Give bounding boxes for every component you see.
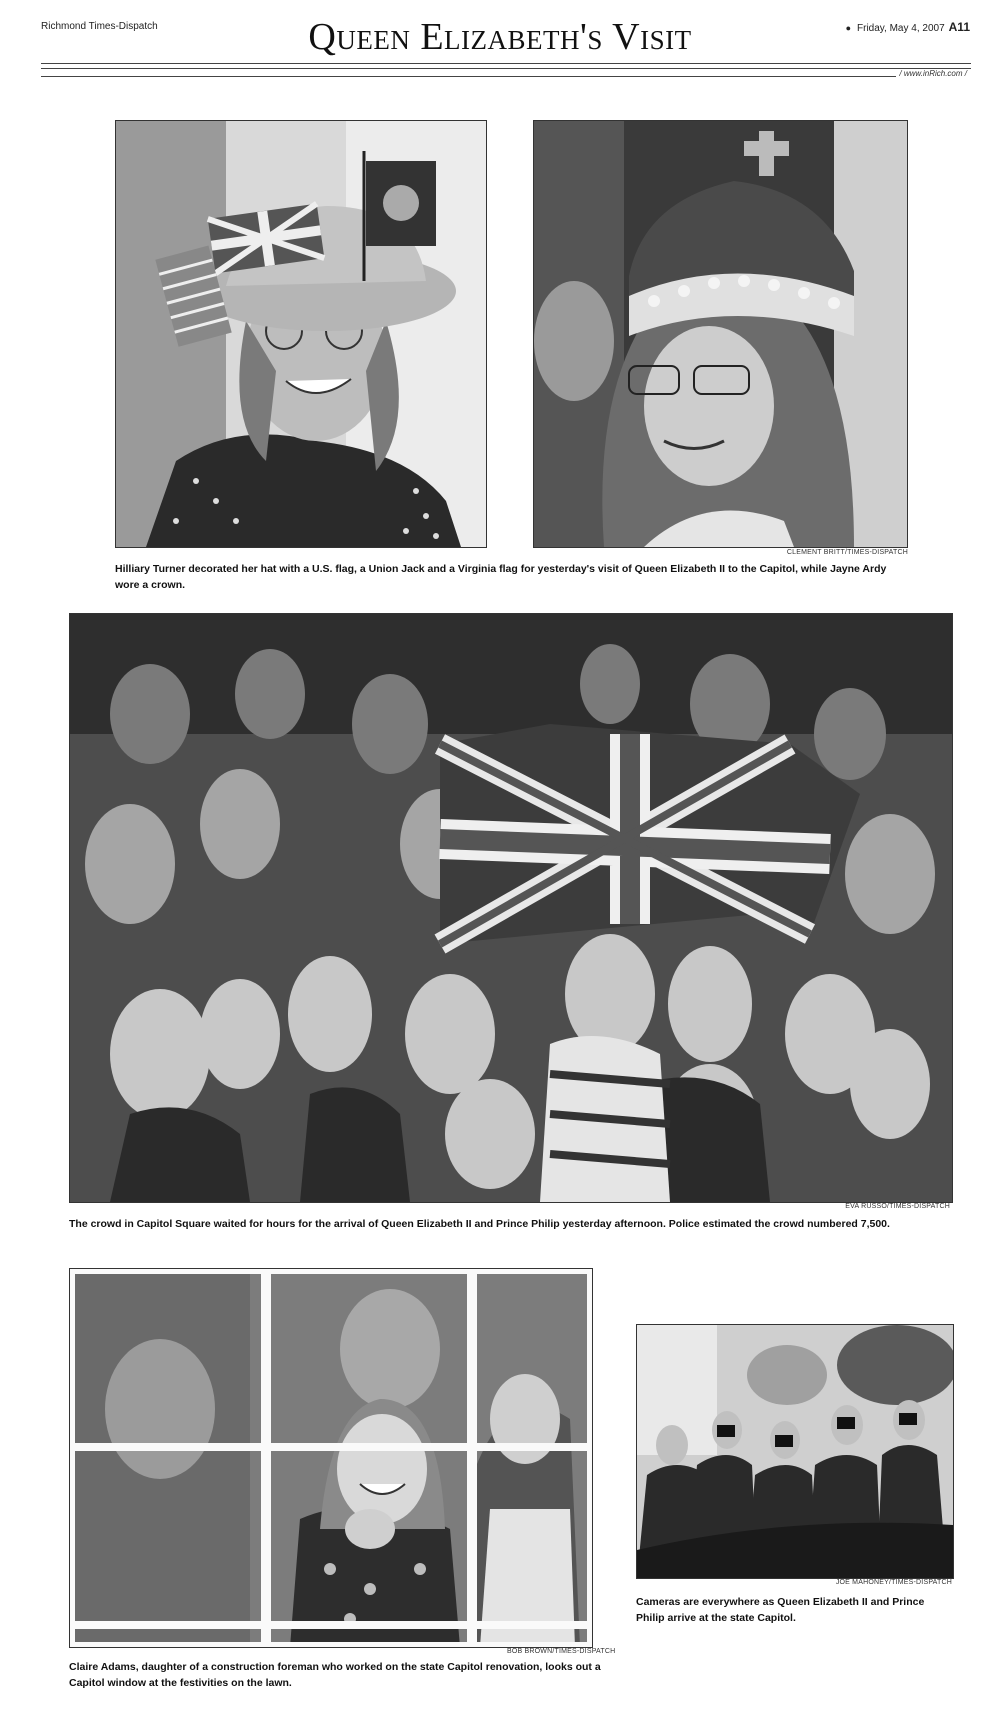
photo-caption: Hilliary Turner decorated her hat with a U.S. flag, a Union Jack and a Virginia flag for yesterday's visit of Queen Elizabeth II to the Capitol, while Jayne Ardy wore a crown. [115,563,887,592]
girl-in-capitol-window-photo [69,1268,593,1648]
photo-caption: The crowd in Capitol Square waited for hours for the arrival of Queen Elizabeth II and Prince Philip yesterday afternoon. Police estimated the crowd numbered 7,500. [69,1218,890,1230]
site-url: / www.inRich.com / [896,69,970,78]
header-rule [41,76,899,77]
bullet-icon: ● [845,23,851,33]
issue-date: Friday, May 4, 2007 [857,23,945,34]
header-rule [41,63,971,64]
photo-credit: EVA RUSSO/TIMES-DISPATCH [845,1203,950,1210]
publication-name: Richmond Times-Dispatch [41,21,158,32]
header-rule [41,68,971,69]
page-number: A11 [948,20,970,34]
photo-credit: BOB BROWN/TIMES-DISPATCH [507,1648,616,1655]
photo-credit: JOE MAHONEY/TIMES-DISPATCH [835,1579,952,1586]
photo-credit: CLEMENT BRITT/TIMES-DISPATCH [786,549,908,556]
photo-caption: Claire Adams, daughter of a construction foreman who worked on the state Capitol renovation, looks out a Capitol window at the festivities on the lawn. [69,1661,601,1690]
page-headline: Queen Elizabeth's Visit [308,16,692,58]
crowd-with-cameras-photo [636,1324,954,1579]
photo-caption: Cameras are everywhere as Queen Elizabeth II and Prince Philip arrive at the state Capitol. [636,1596,925,1625]
crowd-with-union-jack-photo [69,613,953,1203]
woman-with-crown-photo [533,120,908,548]
woman-with-flag-hat-photo [115,120,487,548]
dateline [846,20,970,34]
